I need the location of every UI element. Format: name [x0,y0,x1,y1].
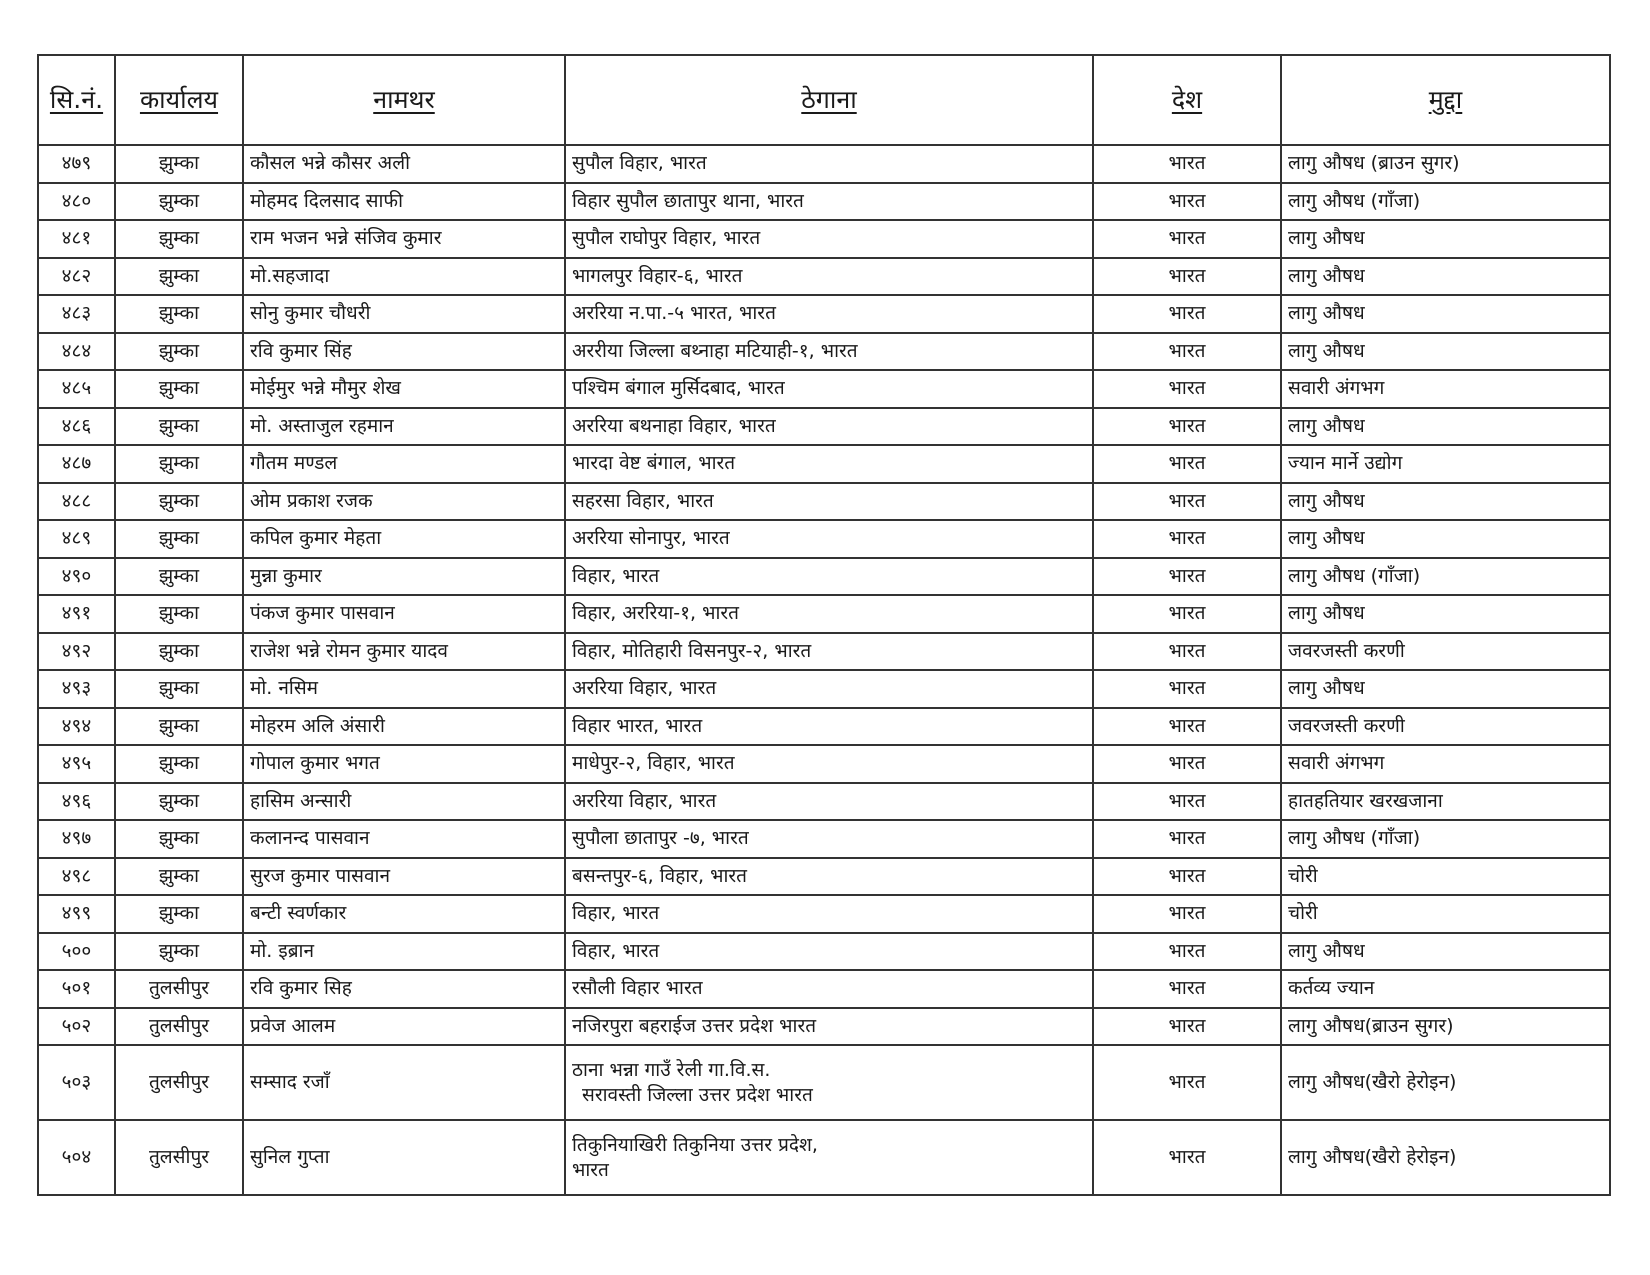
table-row [38,558,1610,596]
name-cell: मुन्ना कुमार [243,558,565,596]
country-cell: भारत [1093,895,1281,933]
country-cell: भारत [1093,933,1281,971]
office-cell: झुम्का [115,633,243,671]
address-cell [565,1045,1093,1120]
address-cell [565,483,1093,521]
address-line: भारदा वेष्ट बंगाल, भारत [572,452,736,475]
case-cell: लागु औषध (गाँजा) [1281,558,1610,596]
address-cell [565,745,1093,783]
address-line: पश्चिम बंगाल मुर्सिदबाद, भारत [572,377,785,400]
case-cell: लागु औषध(ब्राउन सुगर) [1281,1008,1610,1046]
table-row [38,408,1610,446]
case-cell: लागु औषध [1281,483,1610,521]
name-cell: गौतम मण्डल [243,445,565,483]
case-cell: जवरजस्ती करणी [1281,708,1610,746]
serial-number-cell: ४८७ [38,445,115,483]
header-row [38,55,1610,145]
serial-number-cell: ५०१ [38,970,115,1008]
address-line: विहार सुपौल छातापुर थाना, भारत [572,189,804,212]
table-row [38,370,1610,408]
address-line: भागलपुर विहार-६, भारत [572,264,743,287]
name-cell: सुरज कुमार पासवान [243,858,565,896]
table-row [38,220,1610,258]
table-row [38,858,1610,896]
table-row [38,708,1610,746]
country-cell: भारत [1093,745,1281,783]
country-cell: भारत [1093,783,1281,821]
address-line: अररिया सोनापुर, भारत [572,527,730,550]
country-cell: भारत [1093,145,1281,183]
office-cell: झुम्का [115,483,243,521]
name-cell: राम भजन भन्ने संजिव कुमार [243,220,565,258]
header-name-label: नामथर [373,84,435,114]
serial-number-cell: ४९६ [38,783,115,821]
address-line: सुपौला छातापुर -७, भारत [572,827,749,850]
address-line: अररिया न.पा.-५ भारत, भारत [572,302,776,325]
case-cell: लागु औषध (गाँजा) [1281,820,1610,858]
table-row [38,895,1610,933]
header-address-label: ठेगाना [801,84,857,114]
serial-number-cell: ४८३ [38,295,115,333]
address-line: सरावस्ती जिल्ला उत्तर प्रदेश भारत [582,1083,813,1106]
name-cell: मोईमुर भन्ने मौमुर शेख [243,370,565,408]
header-office-label: कार्यालय [139,84,219,114]
address-cell [565,183,1093,221]
country-cell: भारत [1093,633,1281,671]
country-cell: भारत [1093,445,1281,483]
address-cell [565,558,1093,596]
serial-number-cell: ४८५ [38,370,115,408]
header-name [243,55,565,145]
address-cell [565,783,1093,821]
office-cell: झुम्का [115,370,243,408]
case-cell: सवारी अंगभग [1281,370,1610,408]
table-row [38,1008,1610,1046]
office-cell: झुम्का [115,783,243,821]
table-row [38,333,1610,371]
case-cell: सवारी अंगभग [1281,745,1610,783]
address-line: भारत [572,1158,609,1181]
office-cell: झुम्का [115,595,243,633]
address-line: सुपौल राघोपुर विहार, भारत [572,227,761,250]
table-row [38,520,1610,558]
address-line: रसौली विहार भारत [572,977,703,1000]
case-cell: लागु औषध [1281,333,1610,371]
case-cell: लागु औषध [1281,595,1610,633]
country-cell: भारत [1093,295,1281,333]
address-line: नजिरपुरा बहराईज उत्तर प्रदेश भारत [572,1014,817,1037]
serial-number-cell: ४८४ [38,333,115,371]
case-cell: चोरी [1281,858,1610,896]
header-case-label: मुद्दा [1428,84,1463,114]
country-cell: भारत [1093,558,1281,596]
office-cell: झुम्का [115,895,243,933]
address-line: सुपौल विहार, भारत [572,152,707,175]
case-cell: लागु औषध (गाँजा) [1281,183,1610,221]
address-cell [565,333,1093,371]
name-cell: मोहमद दिलसाद साफी [243,183,565,221]
country-cell: भारत [1093,595,1281,633]
office-cell: झुम्का [115,258,243,296]
header-address [565,55,1093,145]
serial-number-cell: ४७९ [38,145,115,183]
office-cell: झुम्का [115,558,243,596]
address-line: विहार भारत, भारत [572,714,703,737]
address-cell [565,1008,1093,1046]
country-cell: भारत [1093,1120,1281,1195]
case-cell: जवरजस्ती करणी [1281,633,1610,671]
address-line: बसन्तपुर-६, विहार, भारत [572,864,747,887]
case-cell: लागु औषध [1281,258,1610,296]
table-row [38,483,1610,521]
name-cell: हासिम अन्सारी [243,783,565,821]
case-cell: कर्तव्य ज्यान [1281,970,1610,1008]
serial-number-cell: ४८६ [38,408,115,446]
serial-number-cell: ४९४ [38,708,115,746]
address-cell [565,595,1093,633]
name-cell: कौसल भन्ने कौसर अली [243,145,565,183]
country-cell: भारत [1093,408,1281,446]
serial-number-cell: ४९७ [38,820,115,858]
address-cell [565,895,1093,933]
address-cell [565,670,1093,708]
name-cell: कलानन्द पासवान [243,820,565,858]
office-cell: झुम्का [115,333,243,371]
table-row [38,258,1610,296]
case-cell: हातहतियार खरखजाना [1281,783,1610,821]
table-row [38,745,1610,783]
country-cell: भारत [1093,820,1281,858]
country-cell: भारत [1093,708,1281,746]
table-row [38,783,1610,821]
address-line: सहरसा विहार, भारत [572,489,714,512]
office-cell: झुम्का [115,820,243,858]
country-cell: भारत [1093,670,1281,708]
case-cell: लागु औषध [1281,933,1610,971]
serial-number-cell: ४८१ [38,220,115,258]
address-cell [565,258,1093,296]
office-cell: झुम्का [115,295,243,333]
address-cell [565,633,1093,671]
country-cell: भारत [1093,1008,1281,1046]
serial-number-cell: ५०२ [38,1008,115,1046]
country-cell: भारत [1093,483,1281,521]
serial-number-cell: ४९२ [38,633,115,671]
address-cell [565,408,1093,446]
serial-number-cell: ४९८ [38,858,115,896]
office-cell: झुम्का [115,445,243,483]
records-table [37,54,1611,1196]
table-row [38,1120,1610,1195]
case-cell: चोरी [1281,895,1610,933]
case-cell: लागु औषध(खैरो हेरोइन) [1281,1120,1610,1195]
table-row [38,1045,1610,1120]
office-cell: तुलसीपुर [115,1008,243,1046]
address-cell [565,520,1093,558]
name-cell: मोहरम अलि अंसारी [243,708,565,746]
case-cell: ज्यान मार्ने उद्योग [1281,445,1610,483]
address-line: विहार, भारत [572,902,660,925]
serial-number-cell: ४९३ [38,670,115,708]
serial-number-cell: ४८० [38,183,115,221]
country-cell: भारत [1093,370,1281,408]
header-country-label: देश [1171,84,1203,114]
country-cell: भारत [1093,1045,1281,1120]
address-line: विहार, अररिया-१, भारत [572,602,739,625]
address-line: ठाना भन्ना गाउँ रेली गा.वि.स. [572,1058,771,1081]
address-cell [565,370,1093,408]
address-line: अररिया विहार, भारत [572,789,717,812]
address-line: अररिया बथनाहा विहार, भारत [572,414,776,437]
address-cell [565,708,1093,746]
case-cell: लागु औषध [1281,520,1610,558]
office-cell: झुम्का [115,858,243,896]
name-cell: ओम प्रकाश रजक [243,483,565,521]
serial-number-cell: ४८९ [38,520,115,558]
serial-number-cell: ४८२ [38,258,115,296]
address-cell [565,295,1093,333]
name-cell: बन्टी स्वर्णकार [243,895,565,933]
address-cell [565,1120,1093,1195]
header-office [115,55,243,145]
country-cell: भारत [1093,858,1281,896]
name-cell: पंकज कुमार पासवान [243,595,565,633]
table-row [38,295,1610,333]
table-row [38,445,1610,483]
name-cell: रवि कुमार सिंह [243,333,565,371]
address-line: विहार, भारत [572,939,660,962]
table-row [38,670,1610,708]
header-serial-label: सि.नं. [49,84,104,114]
table-row [38,933,1610,971]
case-cell: लागु औषध [1281,408,1610,446]
office-cell: झुम्का [115,520,243,558]
name-cell: मो. नसिम [243,670,565,708]
table-body [38,145,1610,1195]
country-cell: भारत [1093,333,1281,371]
address-line: विहार, भारत [572,564,660,587]
address-cell [565,220,1093,258]
serial-number-cell: ५०४ [38,1120,115,1195]
name-cell: प्रवेज आलम [243,1008,565,1046]
case-cell: लागु औषध [1281,295,1610,333]
office-cell: झुम्का [115,745,243,783]
office-cell: झुम्का [115,183,243,221]
document-page [37,54,1609,1196]
address-cell [565,445,1093,483]
office-cell: झुम्का [115,670,243,708]
name-cell: मो. इब्रान [243,933,565,971]
country-cell: भारत [1093,520,1281,558]
country-cell: भारत [1093,970,1281,1008]
name-cell: सम्साद रजाँ [243,1045,565,1120]
case-cell: लागु औषध(खैरो हेरोइन) [1281,1045,1610,1120]
address-cell [565,820,1093,858]
country-cell: भारत [1093,183,1281,221]
name-cell: राजेश भन्ने रोमन कुमार यादव [243,633,565,671]
country-cell: भारत [1093,220,1281,258]
table-header [38,55,1610,145]
serial-number-cell: ४९० [38,558,115,596]
name-cell: सोनु कुमार चौधरी [243,295,565,333]
name-cell: रवि कुमार सिह [243,970,565,1008]
header-serial [38,55,115,145]
office-cell: झुम्का [115,145,243,183]
table-row [38,145,1610,183]
office-cell: झुम्का [115,220,243,258]
address-line: माधेपुर-२, विहार, भारत [572,752,735,775]
table-row [38,970,1610,1008]
serial-number-cell: ४९९ [38,895,115,933]
office-cell: झुम्का [115,408,243,446]
office-cell: झुम्का [115,708,243,746]
address-line: तिकुनियाखिरी तिकुनिया उत्तर प्रदेश, [572,1133,818,1156]
case-cell: लागु औषध [1281,670,1610,708]
address-cell [565,145,1093,183]
name-cell: सुनिल गुप्ता [243,1120,565,1195]
address-line: अररिया विहार, भारत [572,677,717,700]
address-cell [565,970,1093,1008]
table-row [38,595,1610,633]
address-line: विहार, मोतिहारी विसनपुर-२, भारत [572,639,812,662]
case-cell: लागु औषध [1281,220,1610,258]
address-cell [565,933,1093,971]
table-row [38,820,1610,858]
country-cell: भारत [1093,258,1281,296]
serial-number-cell: ४९१ [38,595,115,633]
serial-number-cell: ५०३ [38,1045,115,1120]
case-cell: लागु औषध (ब्राउन सुगर) [1281,145,1610,183]
office-cell: तुलसीपुर [115,970,243,1008]
address-cell [565,858,1093,896]
office-cell: झुम्का [115,933,243,971]
header-country [1093,55,1281,145]
serial-number-cell: ४९५ [38,745,115,783]
table-row [38,633,1610,671]
name-cell: मो.सहजादा [243,258,565,296]
name-cell: मो. अस्ताजुल रहमान [243,408,565,446]
office-cell: तुलसीपुर [115,1120,243,1195]
name-cell: गोपाल कुमार भगत [243,745,565,783]
serial-number-cell: ५०० [38,933,115,971]
office-cell: तुलसीपुर [115,1045,243,1120]
serial-number-cell: ४८८ [38,483,115,521]
header-case [1281,55,1610,145]
table-row [38,183,1610,221]
address-line: अररीया जिल्ला बथ्नाहा मटियाही-१, भारत [572,339,858,362]
name-cell: कपिल कुमार मेहता [243,520,565,558]
